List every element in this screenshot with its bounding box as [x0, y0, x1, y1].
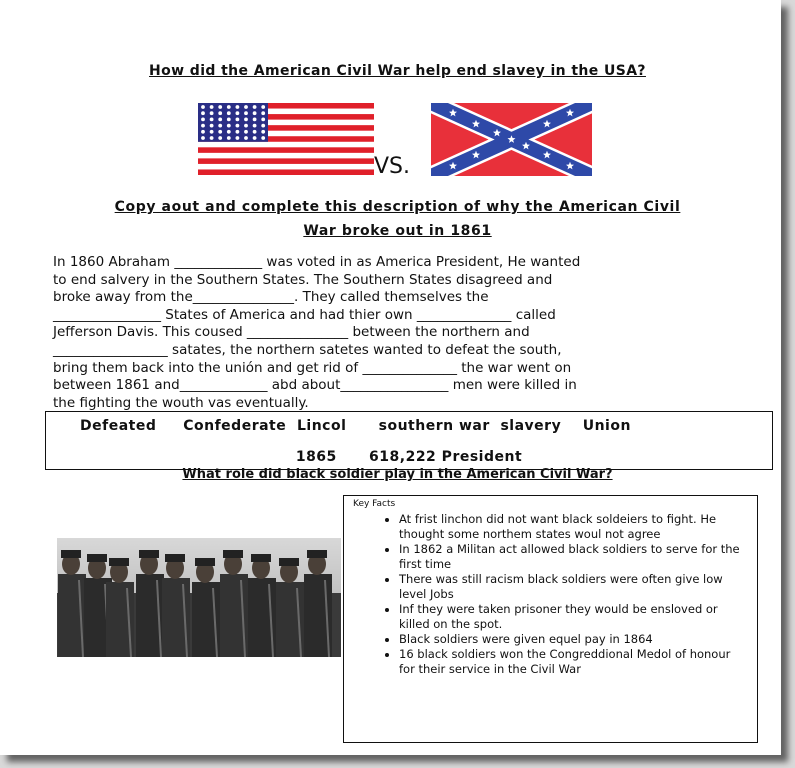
paragraph-line: the fighting the wouth vas eventually. [53, 394, 309, 411]
description-heading-line1: Copy aout and complete this description of why the American Civil [114, 199, 681, 215]
word-bank-box [45, 411, 773, 470]
paragraph-line: _________________ satates, the northern satetes wanted to defeat the south, [53, 341, 562, 358]
key-fact-item: • At frist linchon did not want black soldeiers to fight. He thought some northem states woul not agree [399, 512, 749, 542]
paragraph-line: to end salvery in the Southern States. The Southern States disagreed and [53, 271, 553, 288]
key-facts-heading: Key Facts [353, 499, 396, 509]
key-facts-list [379, 512, 749, 677]
us-flag-image [198, 103, 374, 175]
key-fact-item: • Inf they were taken prisoner they would be ensloved or killed on the spot. [399, 602, 749, 632]
versus-label: VS. [374, 154, 411, 179]
paragraph-line: broke away from the_______________. They called themselves the [53, 289, 489, 306]
key-fact-item: • There was still racism black soldiers were often give low level Jobs [399, 572, 749, 602]
paragraph-line: bring them back into the unión and get rid of ______________ the war went on [53, 359, 572, 376]
key-fact-item: • In 1862 a Militan act allowed black soldiers to serve for the first time [399, 542, 749, 572]
word-bank-row: 1865 618,222 President [295, 449, 523, 465]
word-bank-row: Defeated Confederate Lincol southern war slavery Union [80, 418, 631, 434]
black-soldiers-photo [57, 538, 341, 657]
section-title-black-soldiers: What role did black soldier play in the American Civil War? [182, 467, 613, 482]
paragraph-line: ________________ States of America and had thier own ______________ called [53, 306, 556, 323]
confederate-flag-image [431, 103, 592, 176]
key-fact-item: • Black soldiers were given equel pay in 1864 [399, 632, 749, 647]
fill-in-paragraph [53, 254, 753, 412]
key-facts-box [343, 495, 758, 743]
key-fact-item: • 16 black soldiers won the Congreddional Medol of honour for their service in the Civil War [399, 647, 749, 677]
paragraph-line: between 1861 and_____________ abd about________________ men were killed in [53, 377, 577, 394]
paragraph-line: Jefferson Davis. This coused _______________ between the northern and [53, 324, 530, 341]
description-heading-line2: War broke out in 1861 [303, 223, 492, 239]
page-title: How did the American Civil War help end slavey in the USA? [149, 63, 646, 79]
paragraph-line: In 1860 Abraham _____________ was voted in as America President, He wanted [53, 254, 581, 270]
